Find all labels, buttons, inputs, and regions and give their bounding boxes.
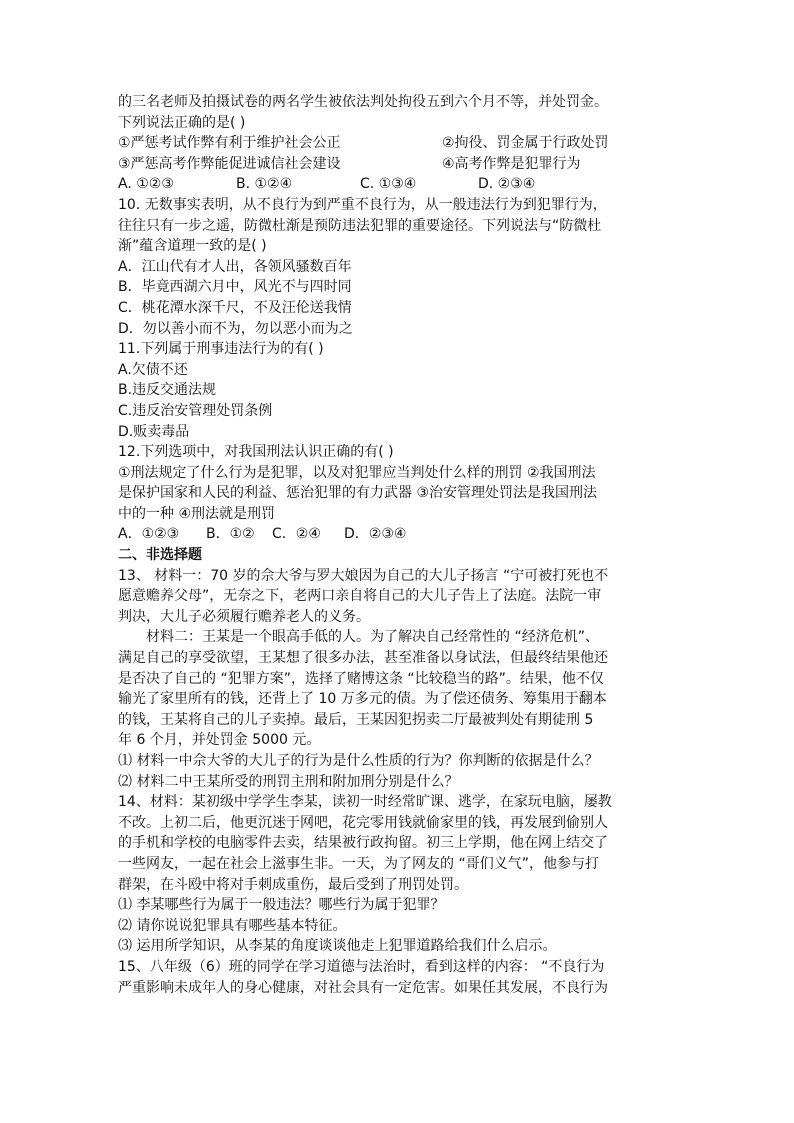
q9-choice-d: D. ②③④	[478, 176, 536, 193]
q14-material-line: 群架，在斗殴中将对手刺成重伤，最后受到了刑罚处罚。	[118, 876, 468, 893]
q10-choice-d: D．勿以善小而不为，勿以恶小而为之	[118, 320, 353, 337]
q11-stem: 11.下列属于刑事违法行为的有( )	[118, 341, 324, 358]
q14-sub-question: ⑴ 李某哪些行为属于一般违法？哪些行为属于犯罪？	[118, 897, 445, 914]
question-11	[118, 339, 684, 442]
q13-material-line: 年 6 个月，并处罚金 5000 元。	[118, 732, 321, 749]
q9-statement: ①严惩考试作弊有利于维护社会公正	[118, 135, 341, 152]
q12-choice-a: A．①②③	[118, 526, 180, 543]
q13-material-line: 输光了家里所有的钱，还背上了 10 万多元的债。为了偿还债务、筹集用于翻本	[118, 691, 607, 708]
q13-material-line: 是否决了自己的 “犯罪方案”，选择了赌博这条 “比较稳当的路”。结果，他不仅	[118, 670, 604, 687]
q13-material-line: 材料二：王某是一个眼高手低的人。为了解决自己经常性的 “经济危机”、	[146, 629, 599, 646]
q12-body-line: 是保护国家和人民的利益、惩治犯罪的有力武器 ③治安管理处罚法是我国刑法	[118, 485, 597, 502]
exam-page	[118, 92, 684, 998]
q11-choice-a: A.欠债不还	[118, 361, 188, 378]
q9-statement-row	[118, 154, 684, 175]
question-13	[118, 566, 684, 793]
q10-choice-a: A．江山代有才人出，各领风骚数百年	[118, 258, 352, 275]
q13-material-line: 的钱，王某将自己的儿子卖掉。最后，王某因犯拐卖二厅最被判处有期徒刑 5	[118, 711, 594, 728]
q14-material-line: 14、材料：某初级中学学生李某，读初一时经常旷课、逃学，在家玩电脑，屡教	[118, 794, 612, 811]
question-10	[118, 195, 684, 339]
q9-choice-a: A. ①②③	[118, 176, 174, 193]
q12-body-line: 中的一种 ④刑法就是刑罚	[118, 505, 276, 522]
q12-body-line: ①刑法规定了什么行为是犯罪，以及对犯罪应当判处什么样的刑罚 ②我国刑法	[118, 464, 596, 481]
q9-stem-line: 下列说法正确的是( )	[118, 114, 246, 131]
q14-sub-question: ⑶ 运用所学知识，从李某的角度谈谈他走上犯罪道路给我们什么启示。	[118, 938, 557, 955]
q9-statement-row	[118, 133, 684, 154]
q11-choice-c: C.违反治安管理处罚条例	[118, 402, 273, 419]
question-15	[118, 957, 684, 998]
q9-statement: ③严惩高考作弊能促进诚信社会建设	[118, 155, 341, 172]
q11-choice-b: B.违反交通法规	[118, 382, 217, 399]
q14-material-line: 不改。上初二后，他更沉迷于网吧，花完零用钱就偷家里的钱，再发展到偷别人	[118, 814, 608, 831]
q15-material-line: 15、八年级（6）班的同学在学习道德与法治时，看到这样的内容： “不良行为	[118, 958, 605, 975]
q10-choice-c: C．桃花潭水深千尺，不及汪伦送我情	[118, 299, 352, 316]
q12-choice-b: B．①②	[206, 526, 255, 543]
q14-material-line: 的手机和学校的电脑零件去卖，结果被行政拘留。初三上学期，他在网上结交了	[118, 835, 608, 852]
q9-statement: ②拘役、罚金属于行政处罚	[442, 135, 609, 152]
q12-choices	[118, 524, 684, 545]
q14-material-line: 一些网友，一起在社会上滋事生非。一天，为了网友的 “哥们义气”，他参与打	[118, 855, 599, 872]
q13-material-line: 13、 材料一：70 岁的佘大爷与罗大娘因为自己的大儿子扬言 “宁可被打死也不	[118, 567, 609, 584]
q9-stem-line: 的三名老师及拍摄试卷的两名学生被依法判处拘役五到六个月不等，并处罚金。	[118, 94, 608, 110]
q12-choice-d: D．②③④	[344, 526, 407, 543]
q15-material-line: 严重影响未成年人的身心健康，对社会具有一定危害。如果任其发展，不良行为	[118, 979, 608, 996]
q13-material-line: 判决，大儿子必须履行赡养老人的义务。	[118, 608, 370, 625]
q13-material-line: 满足自己的享受欲望，王某想了很多办法，甚至准备以身试法，但最终结果他还	[118, 650, 608, 667]
q9-choice-b: B. ①②④	[236, 176, 293, 193]
q13-sub-question: ⑴ 材料一中佘大爷的大儿子的行为是什么性质的行为？你判断的依据是什么？	[118, 753, 599, 769]
q10-stem-line: 渐”蕴含道理一致的是( )	[118, 238, 267, 255]
q10-stem-line: 往往只有一步之遥，防微杜渐是预防违法犯罪的重要途径。下列说法与“防微杜	[118, 217, 602, 234]
q14-sub-question: ⑵ 请你说说犯罪具有哪些基本特征。	[118, 917, 347, 934]
q9-choice-c: C. ①③④	[360, 176, 417, 193]
q12-choice-c: C．②④	[272, 526, 321, 543]
question-9	[118, 92, 684, 195]
q9-choices	[118, 174, 684, 195]
q9-statement: ④高考作弊是犯罪行为	[442, 155, 581, 172]
q12-stem: 12.下列选项中，对我国刑法认识正确的有( )	[118, 444, 394, 461]
section-heading: 二、非选择题	[118, 547, 202, 564]
question-14	[118, 792, 684, 957]
q11-choice-d: D.贩卖毒品	[118, 423, 190, 440]
question-12	[118, 442, 684, 545]
q10-choice-b: B．毕竟西湖六月中，风光不与四时同	[118, 279, 352, 296]
q13-material-line: 愿意赡养父母”，无奈之下，老两口亲自将自己的大儿子告上了法庭。法院一审	[118, 588, 602, 605]
q10-stem-line: 10. 无数事实表明，从不良行为到严重不良行为，从一般违法行为到犯罪行为，	[118, 196, 607, 213]
q13-sub-question: ⑵ 材料二中王某所受的刑罚主刑和附加刑分别是什么？	[118, 773, 459, 790]
